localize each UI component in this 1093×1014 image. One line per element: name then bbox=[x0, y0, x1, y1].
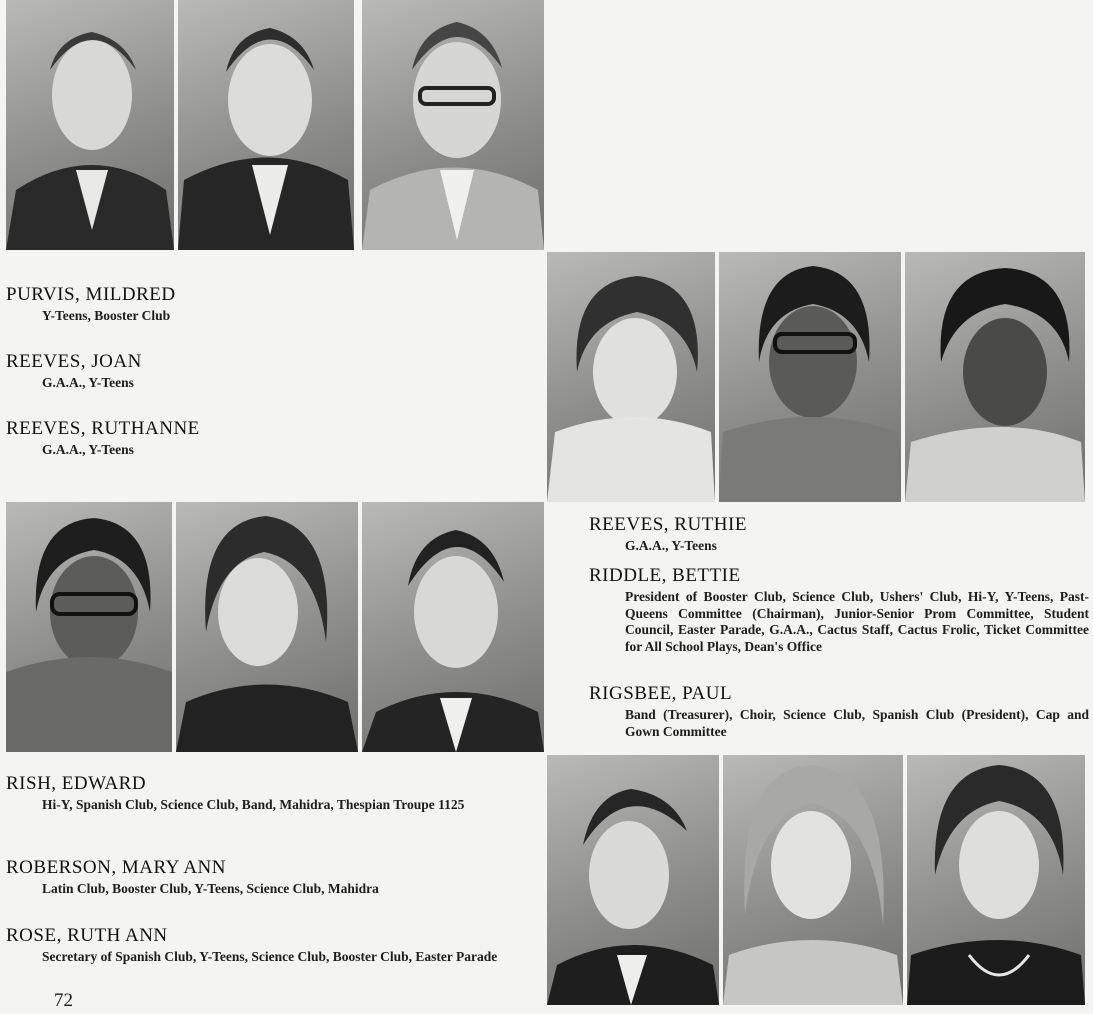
student-entry bbox=[6, 857, 506, 898]
student-name: ROSE, RUTH ANN bbox=[6, 925, 168, 946]
student-entry bbox=[6, 773, 506, 814]
student-activities: Secretary of Spanish Club, Y-Teens, Science Club, Booster Club, Easter Parade bbox=[42, 949, 498, 964]
portrait-photo bbox=[547, 755, 719, 1005]
student-name: REEVES, RUTHANNE bbox=[6, 418, 200, 439]
student-entry bbox=[589, 565, 1089, 655]
portrait-photo bbox=[547, 252, 715, 502]
student-entry bbox=[6, 418, 506, 459]
student-name: REEVES, RUTHIE bbox=[589, 514, 747, 535]
student-activities: Hi-Y, Spanish Club, Science Club, Band, Mahidra, Thespian Troupe 1125 bbox=[42, 797, 465, 812]
student-activities: Y-Teens, Booster Club bbox=[42, 308, 171, 323]
portrait-photo bbox=[723, 755, 903, 1005]
portrait-photo bbox=[6, 502, 172, 752]
student-activities: Latin Club, Booster Club, Y-Teens, Science Club, Mahidra bbox=[42, 881, 379, 896]
student-activities: G.A.A., Y-Teens bbox=[625, 538, 717, 553]
portrait-photo bbox=[6, 0, 174, 250]
student-activities: G.A.A., Y-Teens bbox=[42, 442, 134, 457]
student-activities: G.A.A., Y-Teens bbox=[42, 375, 134, 390]
student-name: ROBERSON, MARY ANN bbox=[6, 857, 226, 878]
student-entry bbox=[589, 514, 1089, 555]
student-entry bbox=[6, 351, 506, 392]
student-name: RIGSBEE, PAUL bbox=[589, 683, 733, 704]
student-name: PURVIS, MILDRED bbox=[6, 284, 176, 305]
portrait-photo bbox=[176, 502, 358, 752]
student-name: REEVES, JOAN bbox=[6, 351, 142, 372]
portrait-photo bbox=[905, 252, 1085, 502]
student-name: RIDDLE, BETTIE bbox=[589, 565, 741, 586]
portrait-photo bbox=[178, 0, 354, 250]
portrait-photo bbox=[907, 755, 1085, 1005]
page-number: 72 bbox=[54, 990, 73, 1011]
portrait-photo bbox=[362, 0, 544, 250]
portrait-photo bbox=[719, 252, 901, 502]
student-entry bbox=[6, 284, 506, 325]
student-name: RISH, EDWARD bbox=[6, 773, 147, 794]
student-activities: President of Booster Club, Science Club, Ushers' Club, Hi-Y, Y-Teens, Past-Queens Committee (Chairman), Junior-Senior Prom Committee, Student Council, Easter Parade, G.A.A., Cactus Staff, Cactus Frolic, Ticket Committee for All School Plays, Dean's Office bbox=[625, 589, 1089, 654]
student-entry bbox=[589, 683, 1089, 740]
portrait-photo bbox=[362, 502, 544, 752]
student-entry bbox=[6, 925, 506, 966]
student-activities: Band (Treasurer), Choir, Science Club, Spanish Club (President), Cap and Gown Committee bbox=[625, 707, 1089, 739]
